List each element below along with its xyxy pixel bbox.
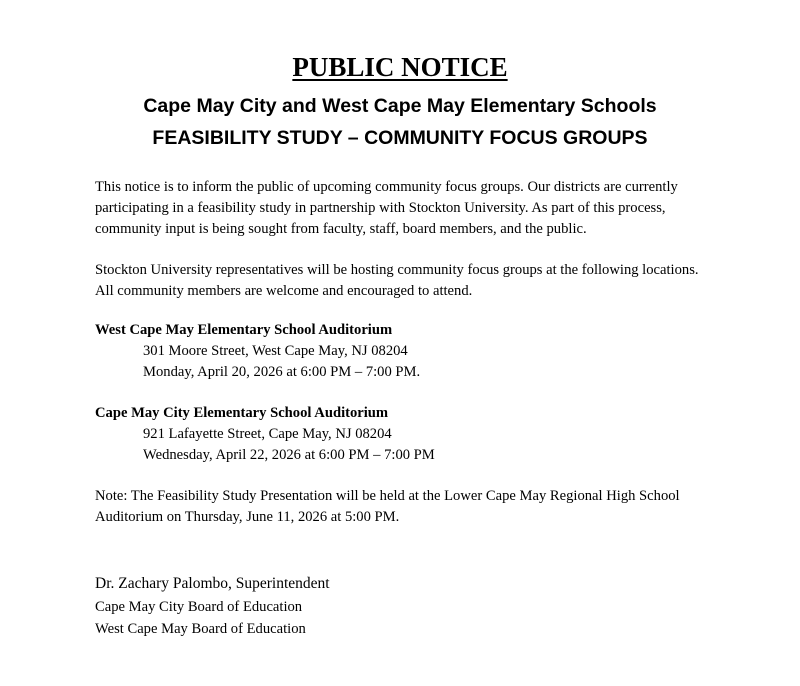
subtitle-schools: Cape May City and West Cape May Elementary Schools (143, 95, 657, 117)
note-paragraph (95, 486, 680, 528)
location-cape-may-city (95, 403, 435, 466)
intro-paragraph (95, 177, 678, 240)
location-address: 921 Lafayette Street, Cape May, NJ 08204 (143, 426, 392, 442)
text-line: community input is being sought from faculty, staff, board members, and the public. (95, 221, 587, 237)
hosting-paragraph (95, 260, 699, 302)
location-name: West Cape May Elementary School Auditorium (95, 322, 393, 338)
text-line: This notice is to inform the public of upcoming community focus groups. Our districts are currently (95, 179, 678, 195)
text-line: participating in a feasibility study in partnership with Stockton University. As part of this process, (95, 200, 666, 216)
location-time: Wednesday, April 22, 2026 at 6:00 PM – 7:00 PM (143, 447, 435, 463)
signatory-board: Cape May City Board of Education (95, 598, 303, 615)
page-title: PUBLIC NOTICE (292, 52, 508, 82)
location-address: 301 Moore Street, West Cape May, NJ 08204 (143, 343, 408, 359)
text-line: Note: The Feasibility Study Presentation will be held at the Lower Cape May Regional High School (95, 488, 680, 504)
signatory-board: West Cape May Board of Education (95, 621, 306, 637)
text-line: Stockton University representatives will be hosting community focus groups at the following locations. (95, 262, 699, 278)
location-time: Monday, April 20, 2026 at 6:00 PM – 7:00 PM. (143, 364, 421, 380)
signatory-name: Dr. Zachary Palombo, Superintendent (95, 575, 330, 592)
text-line: All community members are welcome and encouraged to attend. (95, 283, 473, 299)
subtitle-study: FEASIBILITY STUDY – COMMUNITY FOCUS GROUPS (152, 127, 648, 149)
location-west-cape-may (95, 320, 420, 383)
signature-block (95, 573, 330, 641)
text-line: Auditorium on Thursday, June 11, 2026 at 5:00 PM. (95, 509, 400, 525)
location-name: Cape May City Elementary School Auditorium (95, 405, 389, 421)
